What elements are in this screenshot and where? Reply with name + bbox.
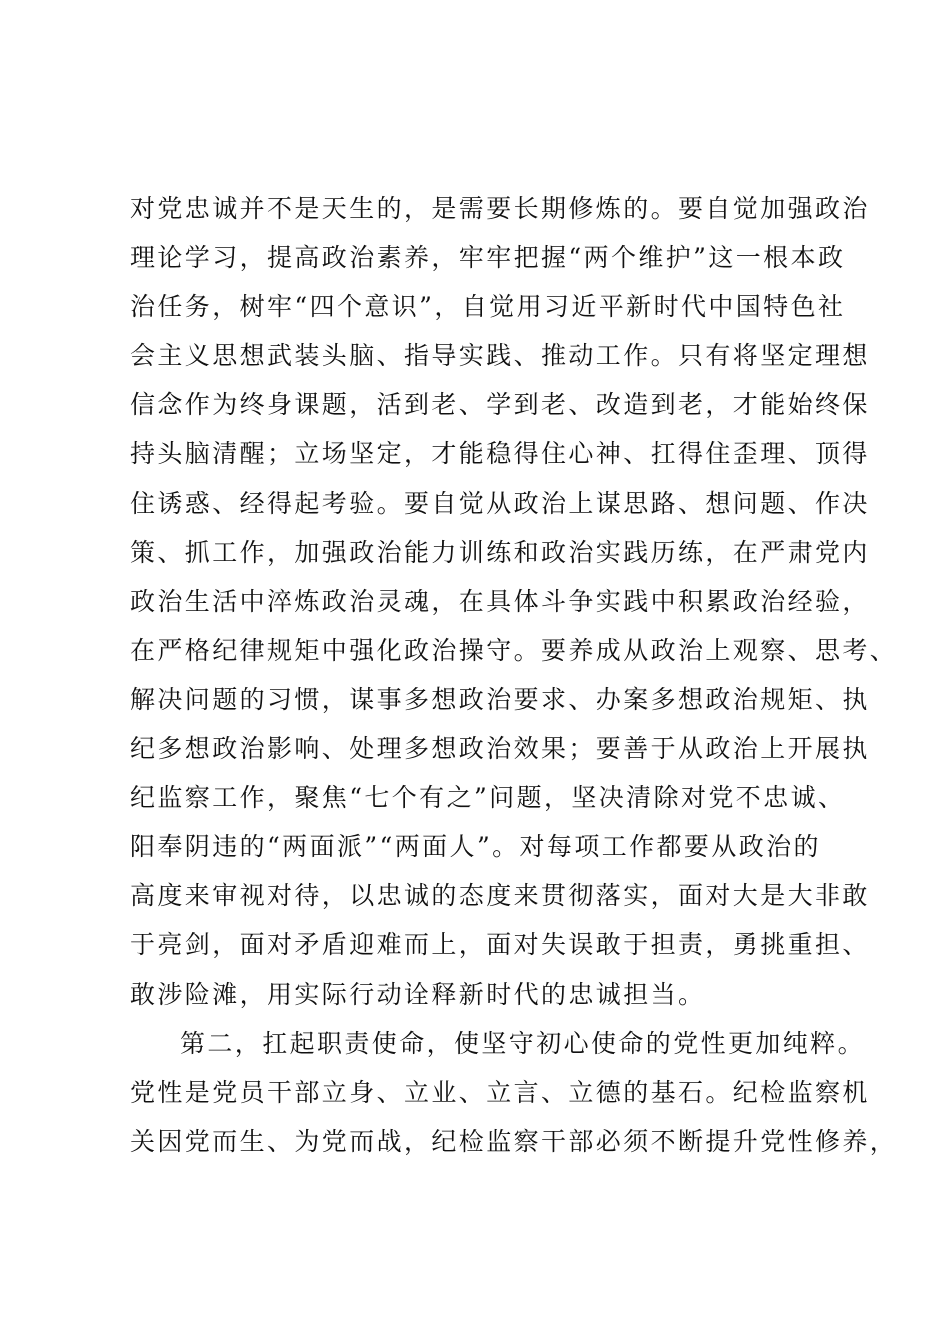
text-line-14: 阳奉阴违的“两面派”“两面人”。对每项工作都要从政治的 <box>130 832 821 862</box>
text-line-9: 政治生活中淬炼政治灵魂，在具体斗争实践中积累政治经验， <box>130 586 870 616</box>
text-line-10: 在严格纪律规矩中强化政治操守。要养成从政治上观察、思考、 <box>130 635 898 665</box>
text-line-19: 党性是党员干部立身、立业、立言、立德的基石。纪检监察机 <box>130 1077 870 1107</box>
text-line-7: 住诱惑、经得起考验。要自觉从政治上谋思路、想问题、作决 <box>130 488 870 518</box>
body-text <box>130 184 898 1166</box>
text-line-16: 于亮剑，面对矛盾迎难而上，面对失误敢于担责，勇挑重担、 <box>130 930 870 960</box>
text-line-4: 会主义思想武装头脑、指导实践、推动工作。只有将坚定理想 <box>130 341 870 371</box>
text-line-17: 敢涉险滩，用实际行动诠释新时代的忠诚担当。 <box>130 979 706 1009</box>
text-line-8: 策、抓工作，加强政治能力训练和政治实践历练，在严肃党内 <box>130 537 870 567</box>
section-heading-second: 第二，扛起职责使命，使坚守初心使命的党性更加纯粹。 <box>180 1028 866 1058</box>
text-line-3: 治任务，树牢“四个意识”，自觉用习近平新时代中国特色社 <box>130 292 846 322</box>
text-line-2: 理论学习，提高政治素养，牢牢把握“两个维护”这一根本政 <box>130 243 846 273</box>
text-line-20: 关因党而生、为党而战，纪检监察干部必须不断提升党性修养， <box>130 1126 898 1156</box>
text-line-13: 纪监察工作，聚焦“七个有之”问题，坚决清除对党不忠诚、 <box>130 783 846 813</box>
text-line-5: 信念作为终身课题，活到老、学到老、改造到老，才能始终保 <box>130 390 870 420</box>
text-line-15: 高度来审视对待，以忠诚的态度来贯彻落实，面对大是大非敢 <box>130 881 870 911</box>
text-line-11: 解决问题的习惯，谋事多想政治要求、办案多想政治规矩、执 <box>130 684 870 714</box>
text-line-1: 对党忠诚并不是天生的，是需要长期修炼的。要自觉加强政治 <box>130 194 870 223</box>
text-line-6: 持头脑清醒；立场坚定，才能稳得住心神、扛得住歪理、顶得 <box>130 439 870 469</box>
text-line-12: 纪多想政治影响、处理多想政治效果；要善于从政治上开展执 <box>130 734 870 764</box>
